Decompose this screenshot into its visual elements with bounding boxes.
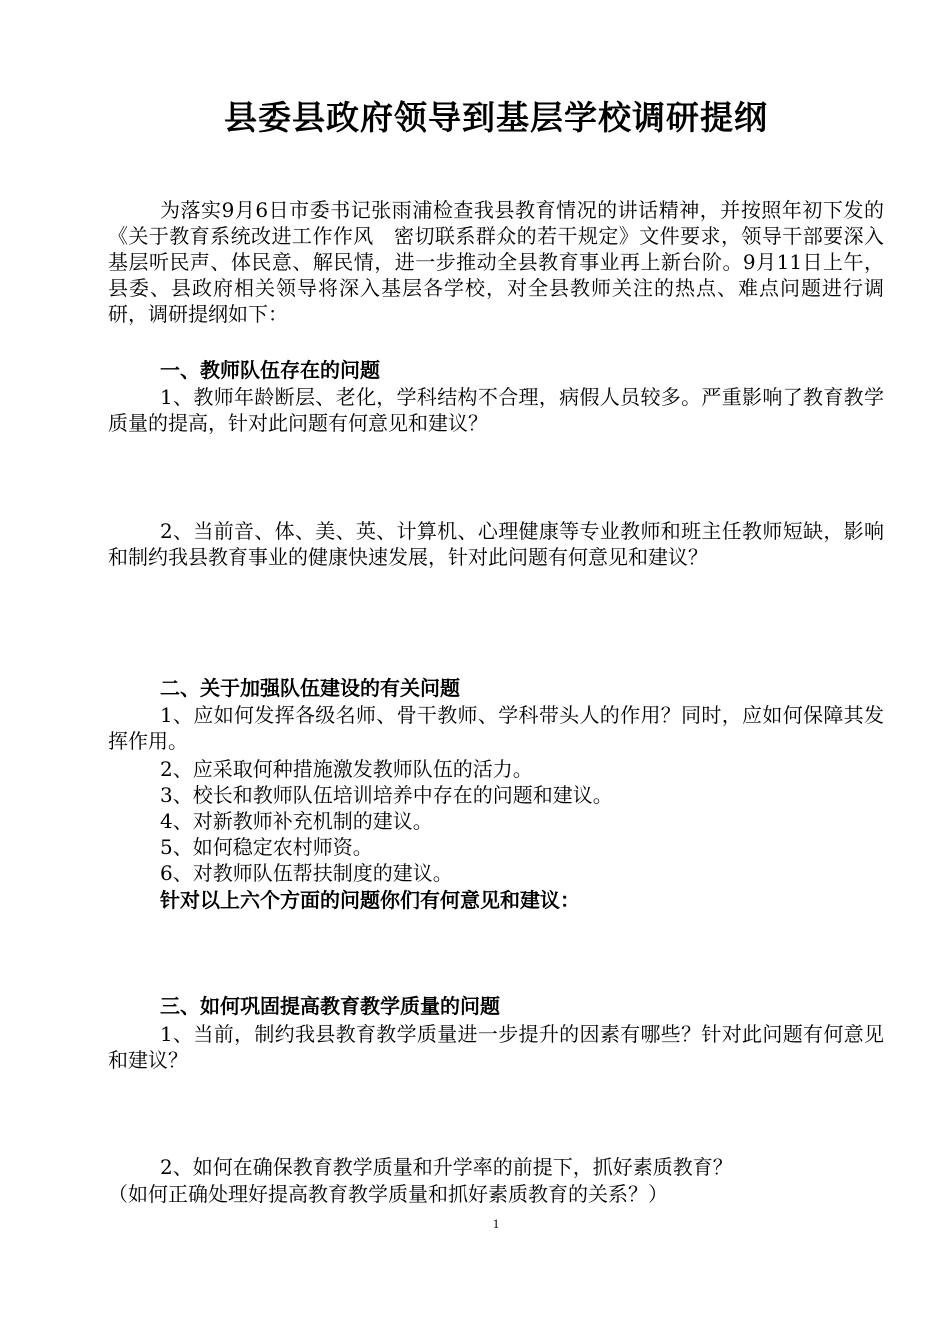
document-title: 县委县政府领导到基层学校调研提纲	[224, 98, 768, 137]
section2-item3: 3、校长和教师队伍培训培养中存在的问题和建议。	[160, 783, 613, 807]
section3-item1: 1、当前，制约我县教育教学质量进一步提升的因素有哪些？针对此问题有何意见和建议？	[108, 1022, 884, 1072]
section3-item2-line2: （如何正确处理好提高教育教学质量和抓好素质教育的关系？）	[108, 1182, 668, 1206]
section2-item4: 4、对新教师补充机制的建议。	[160, 809, 433, 833]
section2-item5: 5、如何稳定农村师资。	[160, 835, 373, 859]
section2-item1: 1、应如何发挥各级名师、骨干教师、学科带头人的作用？同时，应如何保障其发挥作用。	[108, 703, 884, 753]
section3-item2-line1: 2、如何在确保教育教学质量和升学率的前提下，抓好素质教育？	[160, 1155, 733, 1179]
section3-heading: 三、如何巩固提高教育教学质量的问题	[160, 994, 500, 1018]
section1-item1: 1、教师年龄断层、老化，学科结构不合理，病假人员较多。严重影响了教育教学质量的提高，针对此问题有何意见和建议？	[108, 385, 884, 435]
section2-item6: 6、对教师队伍帮扶制度的建议。	[160, 861, 453, 885]
section1-item2: 2、当前音、体、美、英、计算机、心理健康等专业教师和班主任教师短缺，影响和制约我县教育事业的健康快速发展，针对此问题有何意见和建议？	[108, 519, 884, 569]
intro-paragraph: 为落实9月6日市委书记张雨浦检查我县教育情况的讲话精神，并按照年初下发的《关于教育系统改进工作作风 密切联系群众的若干规定》文件要求，领导干部要深入基层听民声、体民意、解民情，进一步推动全县教育事业再上新台阶。9月11日上午，县委、县政府相关领导将深入基层各学校，对全县教师关注的热点、难点问题进行调研，调研提纲如下：	[108, 198, 884, 326]
section1-heading: 一、教师队伍存在的问题	[160, 358, 380, 382]
section2-summary: 针对以上六个方面的问题你们有何意见和建议：	[160, 888, 580, 912]
section2-item2: 2、应采取何种措施激发教师队伍的活力。	[160, 757, 533, 781]
page-number: 1	[492, 1216, 500, 1231]
section2-heading: 二、关于加强队伍建设的有关问题	[160, 676, 460, 700]
